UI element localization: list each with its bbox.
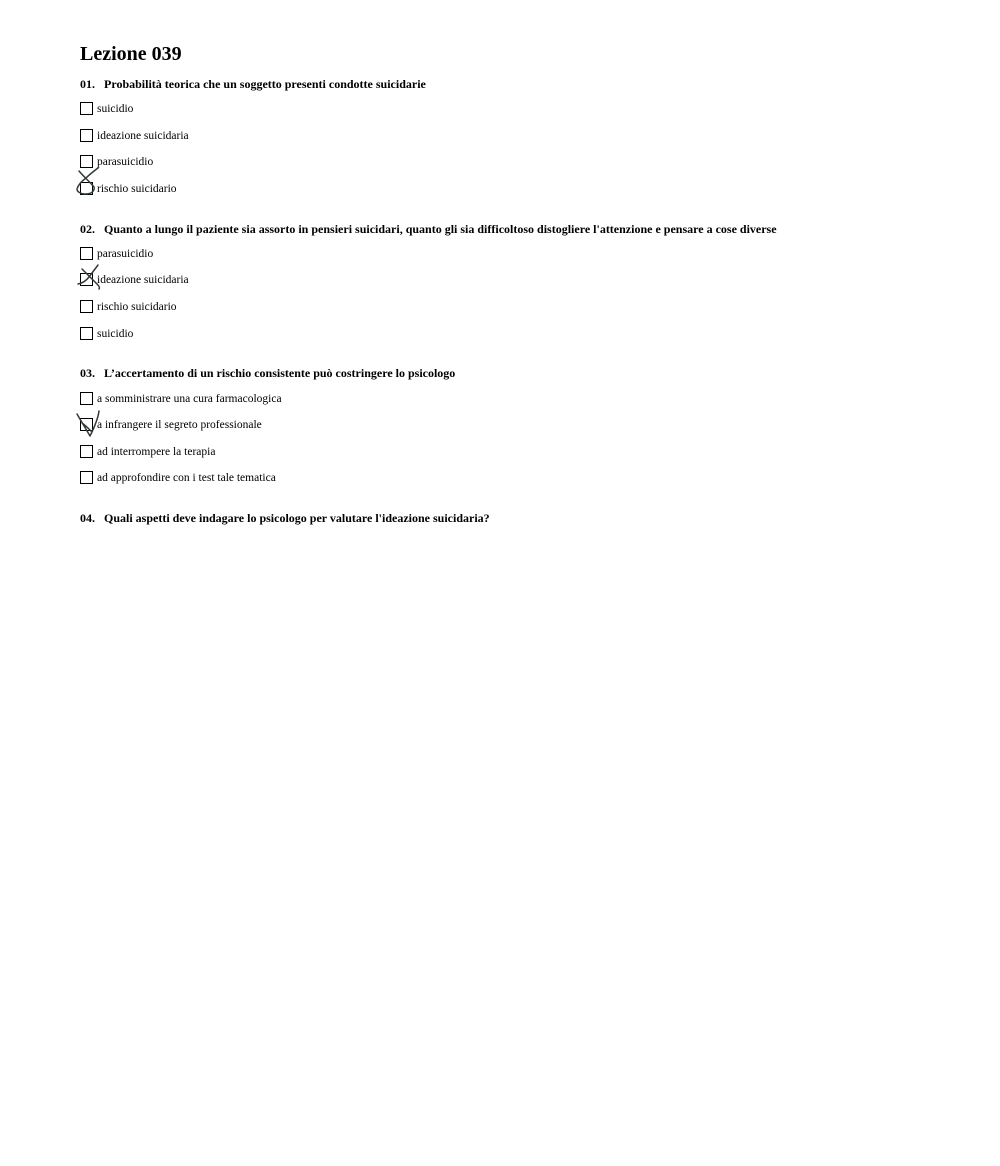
question-03 xyxy=(80,366,455,380)
question-text: Probabilità teorica che un soggetto presenti condotte suicidarie xyxy=(104,77,426,91)
question-01 xyxy=(80,77,426,91)
question-02 xyxy=(80,222,777,236)
question-number: 02. xyxy=(80,222,95,236)
answer-checkbox[interactable] xyxy=(80,102,93,115)
option-label: parasuicidio xyxy=(97,248,154,260)
option-label: suicidio xyxy=(97,328,134,340)
option-label: ad interrompere la terapia xyxy=(97,446,216,458)
answer-checkbox[interactable] xyxy=(80,445,93,458)
question-number: 01. xyxy=(80,77,95,91)
option-label: ideazione suicidaria xyxy=(97,274,189,286)
answer-checkbox[interactable] xyxy=(80,247,93,260)
answer-checkbox[interactable] xyxy=(80,182,93,195)
answer-checkbox[interactable] xyxy=(80,273,93,286)
option-label: rischio suicidario xyxy=(97,183,177,195)
option-label: rischio suicidario xyxy=(97,301,177,313)
question-text: Quanto a lungo il paziente sia assorto in pensieri suicidari, quanto gli sia difficoltoso distogliere l'attenzione e pensare a cose diverse xyxy=(104,222,777,236)
question-text: L’accertamento di un rischio consistente può costringere lo psicologo xyxy=(104,366,456,380)
option-label: a somministrare una cura farmacologica xyxy=(97,393,282,405)
answer-checkbox[interactable] xyxy=(80,327,93,340)
answer-checkbox[interactable] xyxy=(80,129,93,142)
option-label: suicidio xyxy=(97,103,134,115)
question-04 xyxy=(80,511,490,525)
option-label: ad approfondire con i test tale tematica xyxy=(97,472,276,484)
option-label: parasuicidio xyxy=(97,156,154,168)
answer-checkbox[interactable] xyxy=(80,300,93,313)
answer-checkbox[interactable] xyxy=(80,392,93,405)
answer-checkbox[interactable] xyxy=(80,471,93,484)
lesson-title: Lezione 039 xyxy=(80,43,182,65)
question-number: 03. xyxy=(80,366,95,380)
answer-checkbox[interactable] xyxy=(80,418,93,431)
option-label: ideazione suicidaria xyxy=(97,130,189,142)
answer-checkbox[interactable] xyxy=(80,155,93,168)
question-number: 04. xyxy=(80,511,95,525)
option-label: a infrangere il segreto professionale xyxy=(97,419,262,431)
question-text: Quali aspetti deve indagare lo psicologo per valutare l'ideazione suicidaria? xyxy=(104,511,490,525)
